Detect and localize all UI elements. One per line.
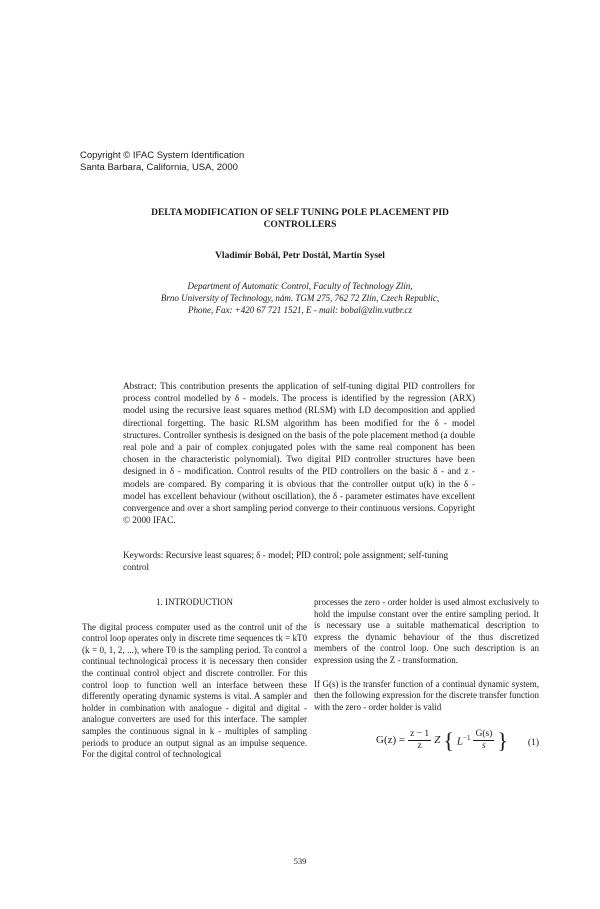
affiliation-line-3: Phone, Fax: +420 67 721 1521, E - mail: bobal@zlin.vutbr.cz: [187, 305, 413, 315]
inverse-exponent: −1: [463, 734, 471, 743]
inverse-laplace-operator: [457, 733, 471, 748]
paper-authors: Vladimír Bobál, Petr Dostál, Martin Sysel: [215, 251, 385, 261]
copyright-line-2: Santa Barbara, California, USA, 2000: [80, 162, 238, 173]
equation-fraction-2: [473, 729, 494, 752]
section-heading-introduction: 1. INTRODUCTION: [156, 597, 233, 607]
keywords-text: Keywords: Recursive least squares; δ - model; PID control; pole assignment; self-tuning control: [123, 550, 449, 573]
equation-1: [314, 725, 539, 771]
left-column: [82, 597, 307, 773]
fraction-1-denominator: z: [417, 741, 422, 752]
brace-open: {: [443, 727, 454, 753]
copyright-notice: [80, 150, 340, 174]
brace-close: }: [497, 727, 508, 753]
copyright-line-1: Copyright © IFAC System Identification: [80, 150, 245, 161]
abstract-text: Abstract: This contribution presents the application of self-tuning digital PID controllers for process control modelled by δ - models. The process is identified by the regression (ARX) model using the recursive least squares method (RLSM) with LD decomposition and applied directional forgetting. The basic RLSM algorithm has been modified for the δ - model structures. Controller synthesis is designed on the basis of the pole placement method (a double real pole and a pair of complex conjugated poles with the same real component has been chosen in the characteristic polynomial). Two digital PID controller structures have been designed in δ - modification. Control results of the PID controllers on the basic δ - and z - models are compared. By comparing it is obvious that the controller output u(k) in the δ - model has excellent behaviour (without oscillation), the δ - parameter estimates have excellent convergence and over a short sampling period converge to their continuous versions. Copyright © 2000 IFAC.: [123, 381, 475, 526]
affiliation-line-2: Brno University of Technology, nám. TGM 275, 762 72 Zlín, Czech Republic,: [160, 293, 440, 303]
equation-fraction-1: [408, 729, 431, 752]
fraction-1-numerator: z − 1: [410, 729, 430, 740]
holder-paragraph: processes the zero - order holder is used almost exclusively to hold the impulse constant over the entire sampling period. It is necessary use a suitable mathematical description to express the dynamic behaviour of the thus discretized members of the control loop. One such description is an expression using the Z - transformation.: [314, 597, 539, 665]
z-transform-operator: Z: [434, 734, 441, 747]
fraction-2-numerator: G(s): [475, 729, 493, 740]
fraction-2-denominator: s: [482, 741, 486, 752]
transfer-function-paragraph: If G(s) is the transfer function of a continual dynamic system, then the following expression for the discrete transfer function with the zero - order holder is valid: [314, 678, 539, 712]
right-column: [314, 597, 539, 771]
paper-title: DELTA MODIFICATION OF SELF TUNING POLE PLACEMENT PID CONTROLLERS: [151, 208, 449, 230]
affiliation-line-1: Department of Automatic Control, Faculty of Technology Zlín,: [187, 281, 413, 291]
equation-number: (1): [527, 738, 539, 749]
page-number: 539: [293, 856, 307, 866]
equation-body: [376, 729, 508, 752]
equation-lhs: G(z) =: [376, 734, 406, 747]
introduction-paragraph: The digital process computer used as the control unit of the control loop operates only in discrete time sequences tk = kT0 (k = 0, 1, 2, ...), where T0 is the sampling period. To control a continual technological process it is necessary then consider the continual control object and discrete controller. For this control loop to function well an interface between these differently operating dynamic systems is vital. A sampler and holder in combination with analogue - digital and digital - analogue converters are used for this interface. The sampler samples the continuous signal in k - multiples of sampling periods to produce an output signal as an impulse sequence. For the digital control of technological: [82, 621, 307, 760]
laplace-symbol: L: [456, 735, 463, 748]
author-affiliation: [110, 280, 490, 316]
